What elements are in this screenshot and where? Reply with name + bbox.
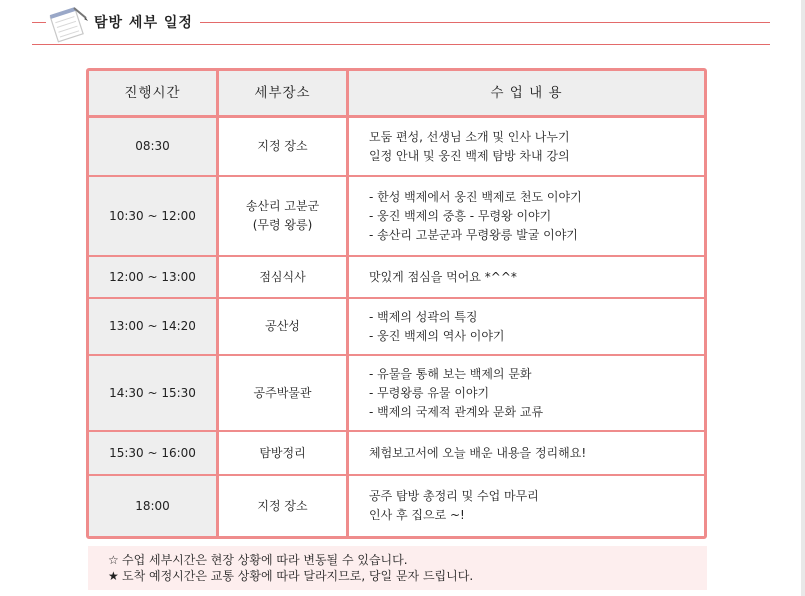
content-line: 체험보고서에 오늘 배운 내용을 정리해요!	[369, 445, 587, 460]
content-line: - 웅진 백제의 중흥 - 무령왕 이야기	[369, 208, 552, 223]
notepad-icon	[46, 4, 90, 44]
notice-box	[88, 546, 707, 590]
header-time: 진행시간	[89, 71, 219, 118]
content-line: 공주 탐방 총정리 및 수업 마무리	[369, 489, 539, 503]
content-line: - 송산리 고분군과 무령왕릉 발굴 이야기	[369, 227, 578, 242]
page-title: 탐방 세부 일정	[94, 15, 193, 31]
content-line: - 백제의 성곽의 특징	[369, 309, 478, 324]
notice-line	[108, 552, 707, 568]
content-line: 일정 안내 및 웅진 백제 탐방 차내 강의	[369, 148, 570, 163]
place-cell	[219, 177, 349, 257]
content-cell	[349, 476, 704, 536]
notice-text: 수업 세부시간은 현장 상황에 따라 변동될 수 있습니다.	[122, 553, 408, 567]
content-cell	[349, 257, 704, 299]
content-line: - 웅진 백제의 역사 이야기	[369, 328, 505, 343]
content-cell	[349, 299, 704, 356]
time-cell: 14:30 ~ 15:30	[89, 356, 219, 432]
right-edge-border	[801, 0, 805, 596]
place-line: (무령 왕릉)	[252, 218, 313, 232]
place-line: 송산리 고분군	[245, 199, 320, 213]
place-cell	[219, 257, 349, 299]
table-header-row	[89, 71, 704, 118]
content-line: - 무령왕릉 유물 이야기	[369, 385, 490, 400]
time-cell: 10:30 ~ 12:00	[89, 177, 219, 257]
place-cell	[219, 432, 349, 476]
place-cell	[219, 118, 349, 177]
header-line-right	[200, 22, 770, 23]
time-cell: 15:30 ~ 16:00	[89, 432, 219, 476]
content-line: 맛있게 점심을 먹어요 *^^*	[369, 269, 517, 284]
content-line: - 백제의 국제적 관계와 문화 교류	[369, 404, 544, 419]
notice-line	[108, 568, 707, 584]
section-header	[0, 0, 800, 50]
header-content: 수 업 내 용	[349, 71, 704, 118]
place-line: 공주박물관	[253, 385, 312, 400]
table-row	[89, 177, 704, 257]
place-cell	[219, 356, 349, 432]
table-row	[89, 257, 704, 299]
header-underline	[32, 44, 770, 45]
time-cell: 13:00 ~ 14:20	[89, 299, 219, 356]
table-row	[89, 118, 704, 177]
time-cell: 12:00 ~ 13:00	[89, 257, 219, 299]
place-line: 점심식사	[259, 269, 306, 284]
header-line-left	[32, 22, 46, 23]
table-row	[89, 356, 704, 432]
content-line: - 유물을 통해 보는 백제의 문화	[369, 366, 532, 381]
place-line: 지정 장소	[257, 139, 308, 153]
content-line: 인사 후 집으로 ~!	[369, 508, 465, 522]
table-row	[89, 299, 704, 356]
content-cell	[349, 118, 704, 177]
content-cell	[349, 356, 704, 432]
place-cell	[219, 476, 349, 536]
schedule-table	[86, 68, 707, 539]
place-line: 탐방정리	[259, 445, 306, 460]
content-line: - 한성 백제에서 웅진 백제로 천도 이야기	[369, 189, 582, 204]
place-line: 공산성	[265, 319, 300, 333]
place-line: 지정 장소	[257, 498, 308, 513]
content-cell	[349, 177, 704, 257]
content-line: 모둠 편성, 선생님 소개 및 인사 나누기	[369, 129, 570, 144]
star-filled-icon: ★	[108, 569, 119, 583]
time-cell: 08:30	[89, 118, 219, 177]
table-row	[89, 432, 704, 476]
header-place: 세부장소	[219, 71, 349, 118]
content-cell	[349, 432, 704, 476]
time-cell: 18:00	[89, 476, 219, 536]
notice-text: 도착 예정시간은 교통 상황에 따라 달라지므로, 당일 문자 드립니다.	[122, 569, 474, 583]
place-cell	[219, 299, 349, 356]
table-row	[89, 476, 704, 536]
star-outline-icon: ☆	[108, 553, 119, 567]
